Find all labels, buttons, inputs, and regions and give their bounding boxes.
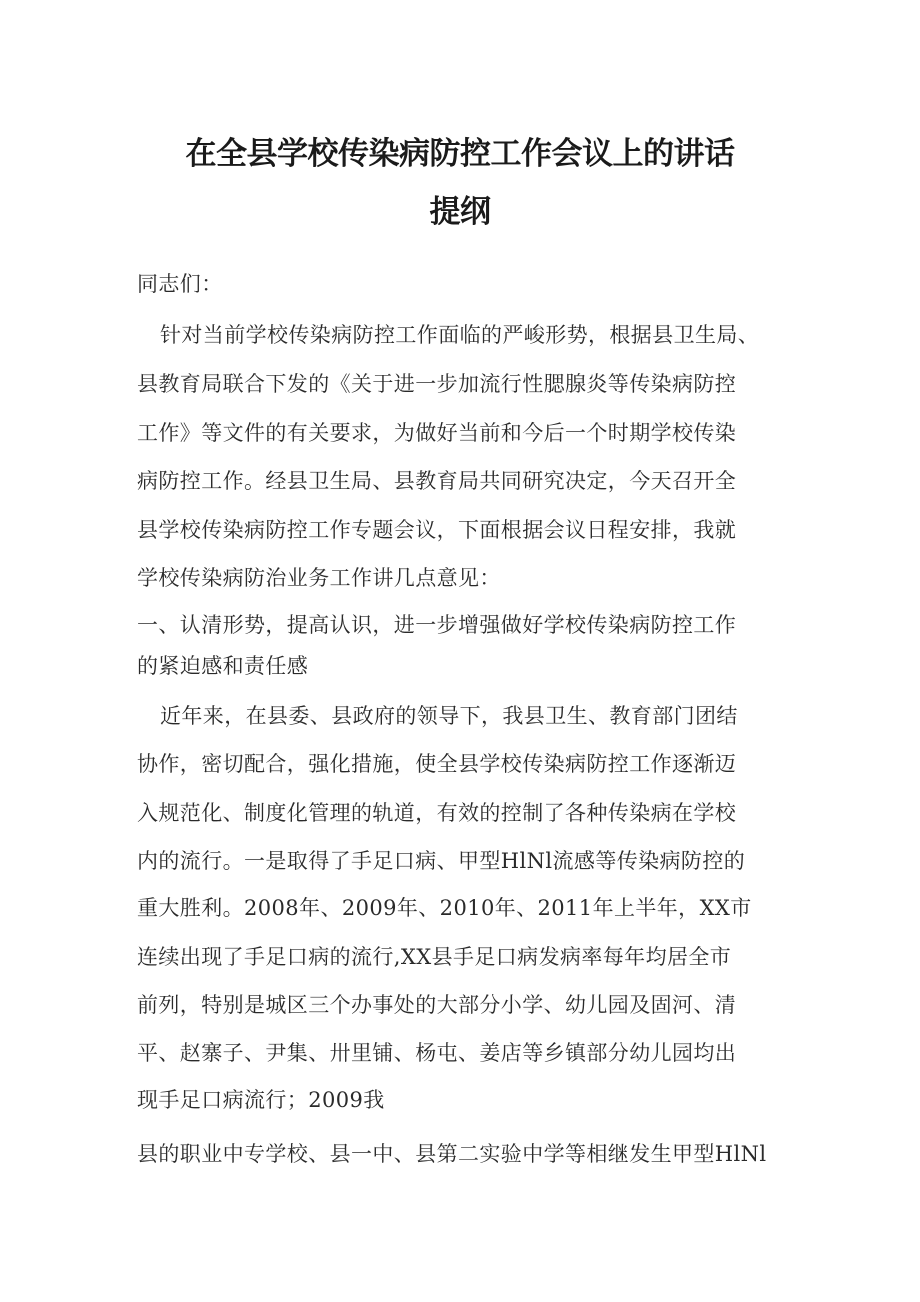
paragraph-line: 学校传染病防治业务工作讲几点意见： [137,566,501,590]
paragraph-line: 县教育局联合下发的《关于进一步加流行性腮腺炎等传染病防控 [137,372,737,396]
paragraph-line: 病防控工作。经县卫生局、县教育局共同研究决定，今天召开全 [137,469,737,493]
paragraph-line: 重大胜利。2008年、2009年、2010年、2011年上半年，XX市 [137,896,752,920]
paragraph-line: 平、赵寨子、尹集、卅里铺、杨屯、姜店等乡镇部分幼儿园均出 [137,1041,737,1065]
salutation: 同志们： [137,272,223,296]
paragraph-line: 入规范化、制度化管理的轨道，有效的控制了各种传染病在学校 [137,801,737,825]
paragraph-line: 近年来，在县委、县政府的领导下，我县卫生、教育部门团结 [160,704,738,728]
document-title-line-2: 提纲 [429,194,491,230]
paragraph-line: 连续出现了手足口病的流行,XX县手足口病发病率每年均居全市 [137,945,732,969]
paragraph-line: 县的职业中专学校、县一中、县第二实验中学等相继发生甲型HlNl [137,1142,767,1166]
paragraph-line: 现手足口病流行；2009我 [137,1088,385,1112]
section-heading-line: 一、认清形势，提高认识，进一步增强做好学校传染病防控工作 [137,613,737,637]
paragraph-line: 前列，特别是城区三个办事处的大部分小学、幼儿园及固河、清 [137,993,737,1017]
section-heading-line: 的紧迫感和责任感 [137,654,309,678]
document-title-line-1: 在全县学校传染病防控工作会议上的讲话 [185,136,735,172]
paragraph-line: 针对当前学校传染病防控工作面临的严峻形势，根据县卫生局、 [160,323,760,347]
paragraph-line: 县学校传染病防控工作专题会议，下面根据会议日程安排，我就 [137,518,737,542]
paragraph-line: 工作》等文件的有关要求，为做好当前和今后一个时期学校传染 [137,421,737,445]
paragraph-line: 内的流行。一是取得了手足口病、甲型HlNl流感等传染病防控的 [137,849,746,873]
paragraph-line: 协作，密切配合，强化措施，使全县学校传染病防控工作逐渐迈 [137,752,737,776]
